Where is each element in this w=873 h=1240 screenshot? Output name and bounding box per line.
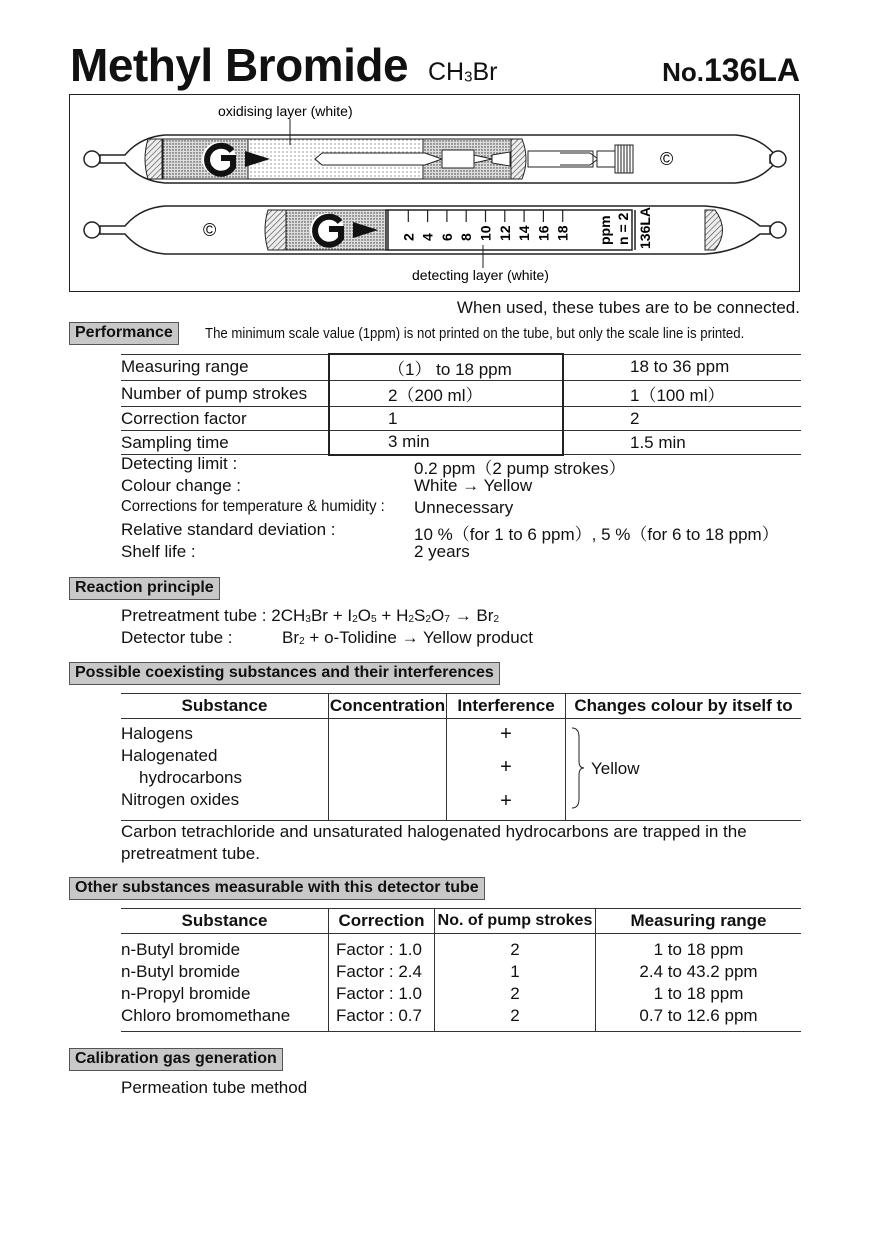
col-measuring-range: Measuring range [596,909,802,934]
col-correction: Correction [329,909,435,934]
substance-hydrocarbons: hydrocarbons [139,768,243,787]
tube-illustration [70,95,801,293]
detail-key: Shelf life : [121,542,196,561]
detail-value: 2 years [414,542,470,561]
col-substance: Substance [121,694,329,719]
detail-value: 10 %（for 1 to 6 ppm）, 5 %（for 6 to 18 ppm） [414,525,779,544]
table-row [121,354,801,381]
cell-strokes-a: 2（200 ml） [329,381,563,407]
copyright-mark-lower: © [203,220,217,240]
col-interference: Interference [447,694,566,719]
scale-label: 10 [477,225,494,241]
cell-substance: n-Propyl bromide [121,984,251,1003]
detail-value: White → Yellow [414,476,533,495]
cell-time-a: 3 min [329,431,563,455]
pretreatment-reaction: Pretreatment tube : $2CH_3Br + I_2O_5 + H_2S_2O_7 \to Br_2$ [121,606,500,626]
table-row [121,983,801,1005]
cell-range-a: （1） to 18 ppm [329,354,563,381]
cell-strokes: 2 [435,934,596,962]
cell-strokes: 1 [435,961,596,983]
brace-icon [570,727,586,809]
colour-result: Yellow [591,759,640,778]
cell-correction: Factor : 1.0 [329,983,435,1005]
interference-mark: + [500,790,512,812]
detail-value: 0.2 ppm（2 pump strokes） [414,459,626,478]
connection-note: When used, these tubes are to be connected. [456,298,800,317]
row-label: Correction factor [121,407,329,431]
cell-correction: Factor : 0.7 [329,1005,435,1032]
page-title: Methyl Bromide [70,39,409,91]
cell-range: 1 to 18 ppm [596,934,802,962]
pretreatment-label: Pretreatment tube : [121,606,267,625]
interferences-footnote: Carbon tetrachloride and unsaturated halogenated hydrocarbons are trapped in the pretreatment tube. [121,822,747,863]
row-label: Measuring range [121,354,329,381]
detector-label: Detector tube : [121,628,233,647]
table-row [121,1005,801,1032]
colour-change-cell [566,719,802,821]
table-row [121,719,801,821]
table-header-row [121,909,801,934]
table-row [121,431,801,455]
performance-heading: Performance [69,322,179,345]
cell-substance: Chloro bromomethane [121,1006,291,1025]
col-concentration: Concentration [329,694,447,719]
cell-correction: Factor : 1.0 [329,934,435,962]
detail-key: Colour change : [121,476,242,495]
cell-strokes: 2 [435,1005,596,1032]
scale-label: 4 [419,233,436,241]
performance-note: The minimum scale value (1ppm) is not printed on the tube, but only the scale line is printed. [205,325,745,342]
performance-table [121,353,801,456]
strokes-label: n = 2 [615,212,631,245]
detail-key: Detecting limit : [121,454,238,473]
detector-reaction: Detector tube : $Br_2$ + o-Tolidine → Yellow product [121,628,533,648]
interference-mark: + [500,723,512,745]
scale-label: 12 [496,225,513,241]
tube-diagram [69,94,800,292]
concentration-cell [329,719,447,821]
cell-range: 2.4 to 43.2 ppm [596,961,802,983]
cell-range-b: 18 to 36 ppm [563,354,801,381]
table-row [121,934,801,962]
cell-substance: n-Butyl bromide [121,940,241,959]
oxidising-layer-label: oxidising layer (white) [218,103,353,119]
cell-range: 1 to 18 ppm [596,983,802,1005]
other-substances-table [121,908,801,1032]
scale-label: 8 [458,233,475,241]
detecting-layer-label: detecting layer (white) [412,267,549,283]
scale-label: 6 [438,233,455,241]
detail-value: Unnecessary [414,498,514,517]
cell-substance: n-Butyl bromide [121,962,241,981]
product-number: No.136LA [662,52,800,88]
cell-correction: Factor : 2.4 [329,961,435,983]
scale-label: 14 [516,225,533,241]
chemical-formula: $CH_3Br$ [428,58,498,86]
substance-halogens: Halogens [121,724,193,743]
table-header-row [121,694,801,719]
detail-key: Relative standard deviation : [121,520,336,539]
scale-label: 18 [554,225,571,241]
interferences-heading: Possible coexisting substances and their interferences [69,662,500,685]
cell-factor-a: 1 [329,407,563,431]
substance-list [121,719,329,821]
other-substances-heading: Other substances measurable with this detector tube [69,877,485,900]
cell-strokes-b: 1（100 ml） [563,381,801,407]
unit-label: ppm [597,215,613,245]
interferences-table [121,693,801,821]
row-label: Number of pump strokes [121,381,329,407]
row-label: Sampling time [121,431,329,455]
scale-label: 2 [400,233,417,241]
reaction-heading: Reaction principle [69,577,220,600]
cell-range: 0.7 to 12.6 ppm [596,1005,802,1032]
col-substance: Substance [121,909,329,934]
cell-time-b: 1.5 min [563,431,801,455]
cell-factor-b: 2 [563,407,801,431]
tube-code-label: 136LA [637,206,653,249]
copyright-mark-upper: © [660,149,674,169]
table-row [121,381,801,407]
pretreatment-tube [84,119,786,183]
calibration-heading: Calibration gas generation [69,1048,283,1071]
table-row [121,407,801,431]
interference-mark: + [500,756,512,778]
calibration-method: Permeation tube method [121,1078,308,1097]
table-row [121,961,801,983]
substance-halogenated: Halogenated [121,746,218,765]
interference-cell [447,719,566,821]
scale-label: 16 [535,225,552,241]
col-pump-strokes: No. of pump strokes [435,909,596,934]
detail-key: Corrections for temperature & humidity : [121,498,385,515]
cell-strokes: 2 [435,983,596,1005]
substance-nitrogen-oxides: Nitrogen oxides [121,790,240,809]
col-colour-change: Changes colour by itself to [566,694,802,719]
